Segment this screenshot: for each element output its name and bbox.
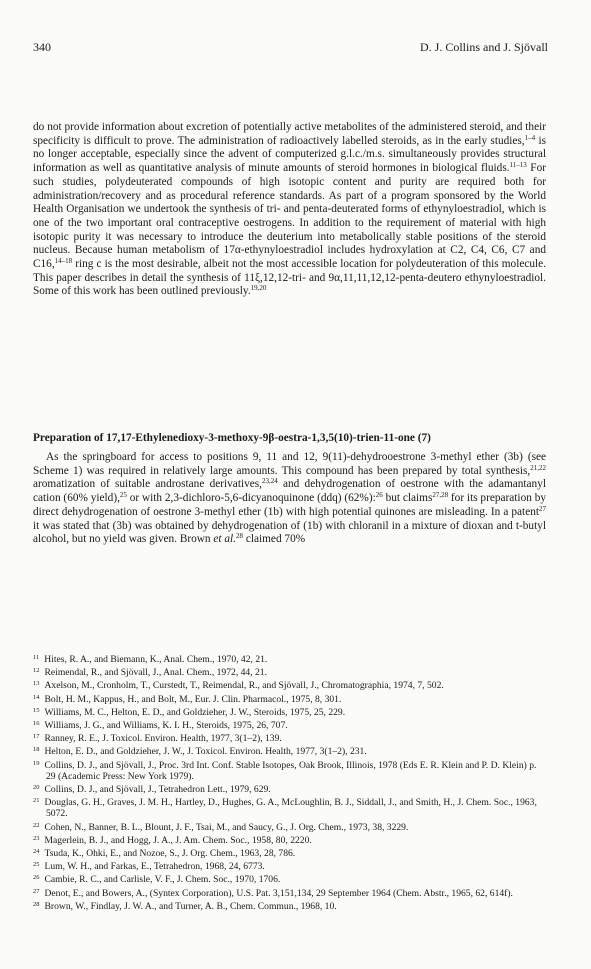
footnote-number: 17 <box>33 733 40 741</box>
citation: 19,20 <box>250 284 267 293</box>
footnote-item <box>33 678 546 691</box>
footnote-item <box>33 872 546 885</box>
footnote-item <box>33 705 546 718</box>
footnote-item <box>33 820 546 833</box>
footnote-text: Bolt, H. M., Kappus, H., and Bolt, M., Eur. J. Clin. Pharmacol., 1975, 8, 301. <box>44 693 342 705</box>
et-al: et al. <box>213 533 237 546</box>
footnote-number: 23 <box>33 834 40 842</box>
body-text: aromatization of suitable androstane derivatives, <box>33 478 262 491</box>
footnote-text: Axelson, M., Cronholm, T., Curstedt, T., Reimendal, R., and Sjövall, J., Chromatographia, 1974, 7, 502. <box>44 680 444 692</box>
citation: 25 <box>119 491 127 500</box>
running-head: D. J. Collins and J. Sjövall <box>419 40 548 54</box>
preparation-paragraph <box>33 451 546 547</box>
body-text: claimed 70% <box>243 533 306 546</box>
body-text: As the springboard for access to positions 9, 11 and 12, 9(11)-dehydrooestrone 3-methyl ether (3b) (see Scheme 1) was required in relatively large amounts. This compound has been prepared by total synthesis, <box>33 451 546 477</box>
footnote-number: 22 <box>33 821 40 829</box>
footnote-item <box>33 833 546 846</box>
footnote-text: Hites, R. A., and Biemann, K., Anal. Chem., 1970, 42, 21. <box>44 654 268 665</box>
citation: 21,22 <box>530 463 546 472</box>
citation: 27,28 <box>432 491 449 500</box>
body-text: it was stated that (3b) was obtained by dehydrogenation of (1b) with chloranil in a mixture of dioxan and t-butyl alcohol, but no yield was given. Brown <box>33 519 546 546</box>
footnote-item <box>33 731 546 744</box>
page-number: 340 <box>33 40 51 54</box>
footnote-number: 19 <box>33 759 40 767</box>
footnote-item <box>33 652 546 665</box>
footnote-number: 13 <box>33 680 40 688</box>
footnote-text: Ranney, R. E., J. Toxicol. Environ. Health, 1977, 3(1–2), 139. <box>44 733 282 745</box>
footnote-number: 21 <box>33 797 40 805</box>
footnote-number: 27 <box>33 887 40 895</box>
footnote-text: Williams, J. G., and Williams, K. I. H., Steroids, 1975, 26, 707. <box>44 720 288 732</box>
footnote-number: 18 <box>33 746 40 754</box>
footnote-text: Collins, D. J., and Sjövall, J., Proc. 3rd Int. Conf. Stable Isotopes, Oak Brook, Illinois, 1978 (Eds E. R. Klein and P. D. Klein) p. 29 (Academic Press: New York 1979). <box>44 759 537 782</box>
page-header <box>33 40 548 56</box>
footnote-item <box>33 859 546 872</box>
footnote-item <box>33 886 546 899</box>
footnote-text: Tsuda, K., Ohki, E., and Nozoe, S., J. Org. Chem., 1963, 28, 786. <box>44 848 296 860</box>
citation: 11–13 <box>509 161 527 170</box>
citation: 26 <box>375 491 383 500</box>
citation: 28 <box>236 532 244 541</box>
footnote-item <box>33 846 546 859</box>
footnotes <box>33 652 546 912</box>
citation: 27 <box>539 504 546 513</box>
body-text: do not provide information about excretion of potentially active metabolites of the administered steroid, and their specificity is difficult to prove. The administration of radioactively labelled steroids, as in the early studies, <box>33 121 546 147</box>
footnote-text: Denot, E., and Bowers, A., (Syntex Corporation), U.S. Pat. 3,151,134, 29 September 1964 (Chem. Abstr., 1965, 62, 614f). <box>44 887 513 899</box>
footnote-number: 25 <box>33 861 40 869</box>
citation: 23,24 <box>261 477 278 486</box>
footnote-number: 14 <box>33 693 40 701</box>
body-text: is no longer acceptable, especially since the advent of computerized g.l.c./m.s. simultaneously provides structural information as well as quantitative analysis of minute amounts of steroid hormones in biological fluids. <box>33 134 547 175</box>
footnote-number: 20 <box>33 784 40 792</box>
footnote-text: Cambie, R. C., and Carlisle, V. F., J. Chem. Soc., 1970, 1706. <box>44 874 281 886</box>
footnote-item <box>33 744 546 757</box>
footnote-item <box>33 718 546 731</box>
body-text: or with 2,3-dichloro-5,6-dicyanoquinone (ddq) (62%): <box>126 492 376 505</box>
intro-paragraph <box>33 121 546 299</box>
body-text: for its preparation by direct dehydrogenation of oestrone 3-methyl ether (1b) with high potential quinones are misleading. In a patent <box>33 492 546 518</box>
footnote-number: 11 <box>33 654 40 661</box>
footnote-number: 16 <box>33 720 40 728</box>
footnote-item <box>33 665 546 678</box>
footnote-text: Helton, E. D., and Goldzieher, J. W., J. Toxicol. Environ. Health, 1977, 3(1–2), 231. <box>44 746 367 758</box>
body-text: and dehydrogenation of oestrone with the adamantanyl cation (60% yield), <box>33 478 546 505</box>
footnote-text: Reimendal, R., and Sjövall, J., Anal. Chem., 1972, 44, 21. <box>44 667 268 679</box>
footnote-text: Douglas, G. H., Graves, J. M. H., Hartley, D., Hughes, G. A., McLoughlin, B. J., Siddall, J., and Smith, H., J. Chem. Soc., 1963, 5072. <box>44 797 537 820</box>
footnote-text: Brown, W., Findlay, J. W. A., and Turner, A. B., Chem. Commun., 1968, 10. <box>44 900 337 912</box>
body-text: For such studies, polydeuterated compounds of high isotopic content and purity are required both for administration/recovery and as procedural reference standards. As part of a program sponsored by the World Health Organisation we undertook the synthesis of tri- and penta-deuterated forms of ethynyloestradiol, which is one of the two important oral contraceptive oestrogens. In addition to the requirement of material with high isotopic purity it was necessary to introduce the deuterium into metabolically stable positions of the steroid nucleus. Because human metabolism of 17α-ethynyloestradiol includes hydroxylation at C2, C4, C6, C7 and C16, <box>33 162 546 271</box>
footnote-number: 26 <box>33 874 40 882</box>
section-heading: Preparation of 17,17-Ethylenedioxy-3-methoxy-9β-oestra-1,3,5(10)-trien-11-one (7) <box>33 432 431 444</box>
footnote-text: Cohen, N., Banner, B. L., Blount, J. F., Tsai, M., and Saucy, G., J. Org. Chem., 1973, 38, 3229. <box>44 821 409 833</box>
footnote-number: 15 <box>33 706 40 714</box>
footnote-text: Williams, M. C., Helton, E. D., and Goldzieher, J. W., Steroids, 1975, 25, 229. <box>44 706 346 718</box>
body-text: ring c is the most desirable, albeit not the most accessible location for polydeuteration of this molecule. This paper describes in detail the synthesis of 11ξ,12,12-tri- and 9α,11,11,12,12-penta-deutero ethynyloestradiol. Some of this work has been outlined previously. <box>33 258 546 298</box>
footnote-text: Magerlein, B. J., and Hogg, J. A., J. Am. Chem. Soc., 1958, 80, 2220. <box>44 834 312 846</box>
footnote-number: 28 <box>33 900 40 908</box>
footnote-item <box>33 758 546 782</box>
footnote-text: Collins, D. J., and Sjövall, J., Tetrahedron Lett., 1979, 629. <box>44 784 271 796</box>
citation: 14–18 <box>54 257 73 266</box>
footnote-item <box>33 692 546 705</box>
footnote-item <box>33 899 546 912</box>
footnote-number: 24 <box>33 848 40 856</box>
citation: 1–4 <box>524 133 536 142</box>
footnote-item <box>33 795 546 819</box>
footnote-text: Lum, W. H., and Farkas, E., Tetrahedron, 1968, 24, 6773. <box>44 861 265 873</box>
footnote-item <box>33 782 546 795</box>
footnote-number: 12 <box>33 667 40 675</box>
body-text: but claims <box>382 492 433 505</box>
